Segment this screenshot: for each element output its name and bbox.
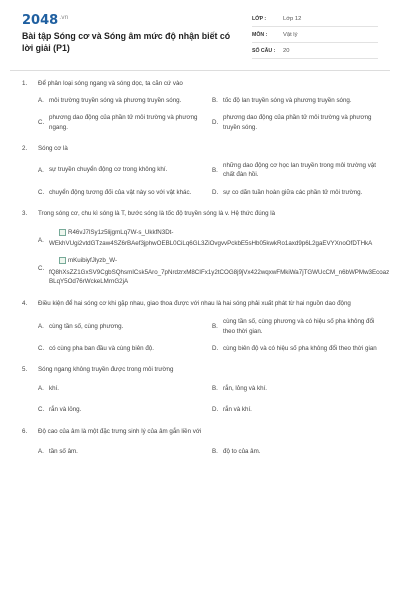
option-c[interactable]: C. mKuibiyfJlyzb_W- fQ8hXsZZ1GxSV9CgbSQhsmICsk5Aro_7pNrdzrxM8CIFx1y2tCOG8j9jVx422wqxwFMkiWa7jTGWUcCM_n6bWPMw3EcoazBLqY5Od76rWckeLMrnG2jA bbox=[38, 256, 390, 285]
option-row bbox=[0, 113, 400, 132]
worksheet-title: Bài tập Sóng cơ và Sóng âm mức độ nhận biết có lời giải (P1) bbox=[22, 31, 231, 53]
question-number: 6. bbox=[22, 428, 28, 435]
option-d[interactable]: D. cùng biên độ và có hiệu số pha không đổi theo thời gian bbox=[212, 345, 377, 353]
options bbox=[0, 384, 400, 414]
image-placeholder: R46vJ7lSy1z5lijgmLq7W-s_UkkfN3Dt- bbox=[59, 228, 173, 238]
question-number: 2. bbox=[22, 145, 28, 152]
meta-key: LỚP : bbox=[252, 16, 267, 22]
option-b[interactable]: B. tốc độ lan truyền sóng và phương truyền sóng. bbox=[212, 96, 352, 104]
question-5 bbox=[0, 365, 400, 415]
option-d[interactable]: D. rắn và khí. bbox=[212, 405, 252, 413]
question-6 bbox=[0, 427, 400, 456]
options bbox=[0, 228, 400, 287]
meta-box bbox=[252, 12, 378, 60]
question-stem: 2. Sóng cơ là bbox=[22, 145, 68, 152]
header-divider bbox=[10, 70, 390, 71]
question-2 bbox=[0, 144, 400, 197]
question-stem: 3. Trong sóng cơ, chu kì sóng là T, bước sóng là tốc độ truyền sóng là v. Hệ thức đúng là bbox=[22, 210, 276, 217]
option-c[interactable]: C. rắn và lỏng. bbox=[38, 405, 82, 413]
question-4 bbox=[0, 299, 400, 354]
option-row bbox=[0, 447, 400, 457]
question-number: 1. bbox=[22, 80, 28, 87]
question-3 bbox=[0, 209, 400, 287]
meta-value: 20 bbox=[283, 48, 290, 54]
question-number: 4. bbox=[22, 299, 28, 307]
image-placeholder: mKuibiyfJlyzb_W- bbox=[59, 256, 117, 266]
question-stem: 6. Độ cao của âm là một đặc trưng sinh lý của âm gắn liền với bbox=[22, 428, 202, 435]
broken-image-icon bbox=[59, 229, 66, 236]
option-a[interactable]: A. R46vJ7lSy1z5lijgmLq7W-s_UkkfN3Dt- WEkhVUgi2vtdGTzaw4SZ6rBAef3jphwOEBL0CiLq6GL3ZiOvgvvPckbE5sHb05kwkRo1axd9p6L2gaEVYXnoOfDTHkA bbox=[38, 228, 373, 248]
question-list bbox=[0, 74, 400, 464]
options bbox=[0, 96, 400, 133]
question-number: 3. bbox=[22, 210, 28, 217]
meta-key: SỐ CÂU : bbox=[252, 48, 276, 54]
option-b[interactable]: B. những dao động cơ học lan truyền trong môi trường vật chất đàn hồi. bbox=[212, 161, 376, 178]
option-row bbox=[0, 384, 400, 394]
option-c[interactable]: C. có cùng pha ban đầu và cùng biên độ. bbox=[38, 345, 154, 353]
option-row bbox=[0, 96, 400, 106]
options bbox=[0, 317, 400, 354]
logo[interactable]: $2048^{.vn}$ bbox=[22, 13, 69, 28]
option-row bbox=[0, 405, 400, 415]
question-stem: 4. Điều kiện để hai sóng cơ khi gặp nhau, giao thoa được với nhau là hai sóng phải xuất phát từ hai nguồn dao động bbox=[22, 299, 351, 307]
option-b[interactable]: B. độ to của âm. bbox=[212, 447, 261, 455]
options bbox=[0, 161, 400, 198]
option-row bbox=[0, 344, 400, 354]
meta-row-count bbox=[252, 44, 378, 59]
option-a[interactable]: A. khí. bbox=[38, 385, 59, 393]
option-c[interactable]: C. chuyển động tương đối của vật này so với vật khác. bbox=[38, 188, 192, 196]
question-1 bbox=[0, 79, 400, 132]
meta-value: Vật lý bbox=[283, 32, 298, 38]
option-c[interactable]: C. phương dao động của phần tử môi trường và phương ngang. bbox=[38, 114, 198, 131]
meta-row-class bbox=[252, 12, 378, 27]
question-number: 5. bbox=[22, 365, 28, 373]
option-d[interactable]: D. sự co dãn tuần hoàn giữa các phần tử môi trường. bbox=[212, 188, 363, 196]
option-b[interactable]: B. rắn, lỏng và khí. bbox=[212, 385, 268, 393]
options bbox=[0, 447, 400, 457]
option-d[interactable]: D. phương dao động của phần tử môi trường và phương truyền sóng. bbox=[212, 114, 372, 131]
option-a[interactable]: A. môi trường truyền sóng và phương truyền sóng. bbox=[38, 96, 182, 104]
option-b[interactable]: B. cùng tần số, cùng phương và có hiệu số pha không đổi theo thời gian. bbox=[212, 318, 375, 335]
option-a[interactable]: A. tần số âm. bbox=[38, 447, 78, 455]
option-row bbox=[0, 317, 400, 336]
meta-key: MÔN : bbox=[252, 32, 268, 38]
option-a[interactable]: A. sự truyền chuyển động cơ trong không khí. bbox=[38, 166, 168, 174]
question-stem: 1. Để phân loại sóng ngang và sóng dọc, ta căn cứ vào bbox=[22, 80, 183, 87]
meta-value: Lớp 12 bbox=[283, 16, 302, 22]
option-row bbox=[0, 188, 400, 198]
option-row bbox=[0, 161, 400, 180]
meta-row-subject bbox=[252, 28, 378, 43]
question-stem: 5. Sóng ngang không truyền được trong môi trường bbox=[22, 365, 174, 373]
header bbox=[0, 0, 400, 66]
option-a[interactable]: A. cùng tần số, cùng phương. bbox=[38, 322, 124, 330]
broken-image-icon bbox=[59, 257, 66, 264]
